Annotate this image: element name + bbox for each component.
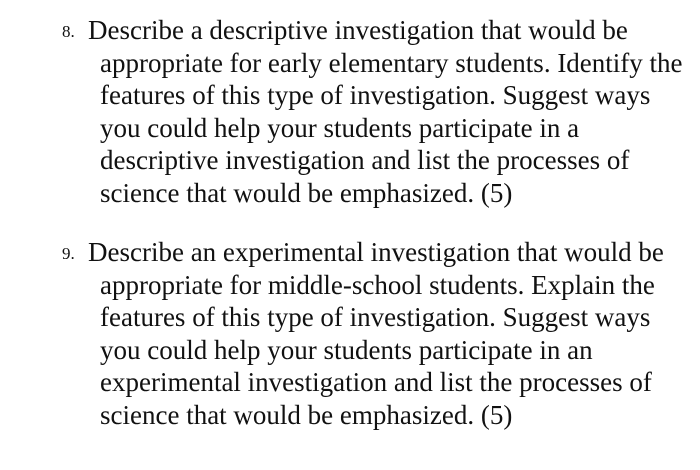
- question-line: science that would be emphasized. (5): [100, 177, 513, 208]
- question-line: you could help your students participate in a: [100, 112, 580, 143]
- question-line: appropriate for middle-school students. Explain the: [100, 269, 655, 300]
- question-line: science that would be emphasized. (5): [100, 399, 513, 430]
- question-line: descriptive investigation and list the processes of: [100, 145, 630, 175]
- question-line: Describe an experimental investigation that would be: [88, 237, 664, 267]
- question-text: [88, 236, 688, 431]
- question-line: you could help your students participate in an: [100, 334, 593, 365]
- question-line: features of this type of investigation. Suggest ways: [100, 80, 651, 110]
- question-number: 8.: [62, 22, 75, 41]
- question-line: features of this type of investigation. Suggest ways: [100, 302, 651, 332]
- question-line: experimental investigation and list the processes of: [100, 367, 652, 397]
- question-line: appropriate for early elementary students. Identify the: [100, 47, 683, 78]
- question-number: 9.: [62, 244, 75, 263]
- question-text: [88, 14, 688, 209]
- question-line: Describe a descriptive investigation that would be: [88, 15, 628, 45]
